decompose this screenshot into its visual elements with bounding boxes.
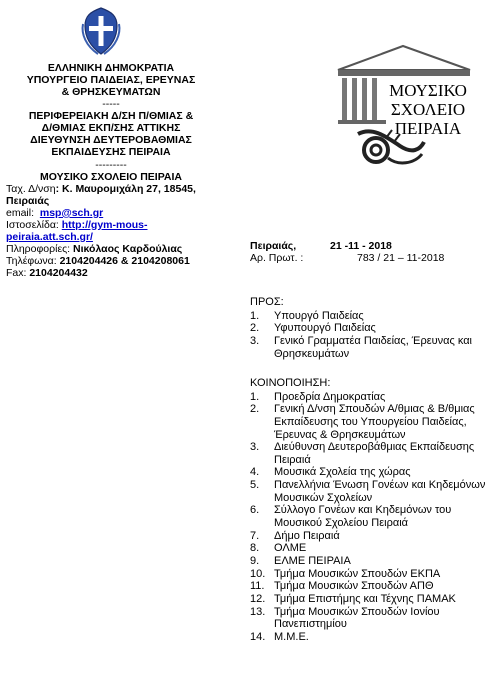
date-row (250, 240, 500, 252)
greek-emblem-icon (80, 6, 122, 56)
list-item: 11. Τμήμα Μουσικών Σπουδών ΑΠΘ (250, 580, 434, 593)
phone-line: Τηλέφωνα: 2104204426 & 2104208061 (6, 255, 190, 267)
header-separator: --------- (95, 158, 127, 171)
header-line: & ΘΡΗΣΚΕΥΜΑΤΩΝ (61, 86, 161, 99)
list-item: 9. ΕΛΜΕ ΠΕΙΡΑΙΑ (250, 554, 351, 567)
header-separator: ----- (102, 98, 120, 111)
header-line: ΕΛΛΗΝΙΚΗ ΔΗΜΟΚΡΑΤΙΑ (47, 62, 175, 74)
logo-line-2: ΣΧΟΛΕΙΟ (390, 100, 466, 119)
protocol-row (250, 252, 500, 264)
protocol-label: Αρ. Πρωτ. : (250, 252, 304, 265)
fax-line: Fax: 2104204432 (6, 267, 88, 280)
address-city: Πειραιάς (6, 194, 50, 207)
website-line-2 (6, 231, 216, 243)
list-item: 5. Πανελλήνια Ένωση Γονέων και Κηδεμόνων Μουσικών Σχολείων (250, 479, 486, 504)
sender-block (6, 62, 216, 279)
list-item: 7. Δήμο Πειραιά (250, 529, 340, 542)
website-link-cont[interactable]: peiraia.att.sch.gr/ (6, 230, 93, 243)
list-item: 8. ΟΛΜΕ (250, 542, 307, 555)
document-date: 21 -11 - 2018 (330, 240, 392, 252)
school-name: ΜΟΥΣΙΚΟ ΣΧΟΛΕΙΟ ΠΕΙΡΑΙΑ (39, 170, 183, 183)
list-item: 6. Σύλλογο Γονέων και Κηδεμόνων του Μουσικού Σχολείου Πειραιά (250, 504, 452, 530)
school-logo (328, 42, 478, 170)
cc-title: ΚΟΙΝΟΠΟΙΗΣΗ: (250, 377, 331, 389)
protocol-number: 783 / 21 – 11-2018 (357, 252, 445, 265)
website-link[interactable]: http://gym-mous- (61, 218, 148, 231)
email-link[interactable]: msp@sch.gr (39, 206, 104, 219)
info-line: Πληροφορίες: Νικόλαος Καρδούλιας (6, 242, 183, 255)
website-line: Ιστοσελίδα: http://gym-mous- (6, 218, 148, 231)
logo-line-3: ΠΕΙΡΑΙΑ (394, 119, 462, 138)
list-item: 2. Γενική Δ/νση Σπουδών Α/θμιας & Β/θμιας Εκπαίδευσης του Υπουργείου Παιδείας, Έρευνας & Θρησκευμάτων (250, 403, 475, 441)
email-line: email: msp@sch.gr (6, 206, 104, 219)
place-label: Πειραιάς, (250, 240, 297, 252)
header-line: ΕΚΠΑΙΔΕΥΣΗΣ ΠΕΙΡΑΙΑ (51, 146, 171, 159)
header-line: ΔΙΕΥΘΥΝΣΗ ΔΕΥΤΕΡΟΒΑΘΜΙΑΣ (30, 134, 192, 147)
list-item: 1. Υπουργό Παιδείας (250, 309, 364, 322)
recipients-title: ΠΡΟΣ: (250, 296, 284, 308)
list-item: 2. Υφυπουργό Παιδείας (250, 322, 376, 335)
recipients-list (250, 310, 502, 361)
header-line: Δ/ΘΜΙΑΣ ΕΚΠ/ΣΗΣ ΑΤΤΙΚΗΣ (41, 122, 181, 135)
cc-list (250, 391, 502, 644)
address-line: Ταχ. Δ/νση: Κ. Μαυρομιχάλη 27, 18545, (6, 182, 196, 195)
document-meta (250, 240, 500, 264)
list-item: 3. Διεύθυνση Δευτεροβάθμιας Εκπαίδευσης Πειραιά (250, 441, 475, 466)
list-item: 3. Γενικό Γραμματέα Παιδείας, Έρευνας και Θρησκευμάτων (250, 334, 472, 360)
cc-section (250, 377, 502, 643)
recipients-section (250, 296, 502, 360)
list-item: 4. Μουσικά Σχολεία της χώρας (250, 466, 411, 479)
header-line: ΥΠΟΥΡΓΕΙΟ ΠΑΙΔΕΙΑΣ, ΕΡΕΥΝΑΣ (26, 74, 196, 87)
list-item: 10. Τμήμα Μουσικών Σπουδών ΕΚΠΑ (250, 567, 441, 580)
building-columns-icon (342, 78, 377, 120)
header-line: ΠΕΡΙΦΕΡΕΙΑΚΗ Δ/ΣΗ Π/ΘΜΙΑΣ & (28, 110, 194, 123)
logo-line-1: ΜΟΥΣΙΚΟ (389, 81, 467, 100)
list-item: 14. Μ.Μ.Ε. (250, 630, 309, 643)
list-item: 1. Προεδρία Δημοκρατίας (250, 390, 386, 403)
list-item: 12. Τμήμα Επιστήμης και Τέχνης ΠΑΜΑΚ (250, 592, 456, 605)
list-item: 13. Τμήμα Μουσικών Σπουδών Ιονίου Πανεπιστημίου (250, 605, 440, 631)
